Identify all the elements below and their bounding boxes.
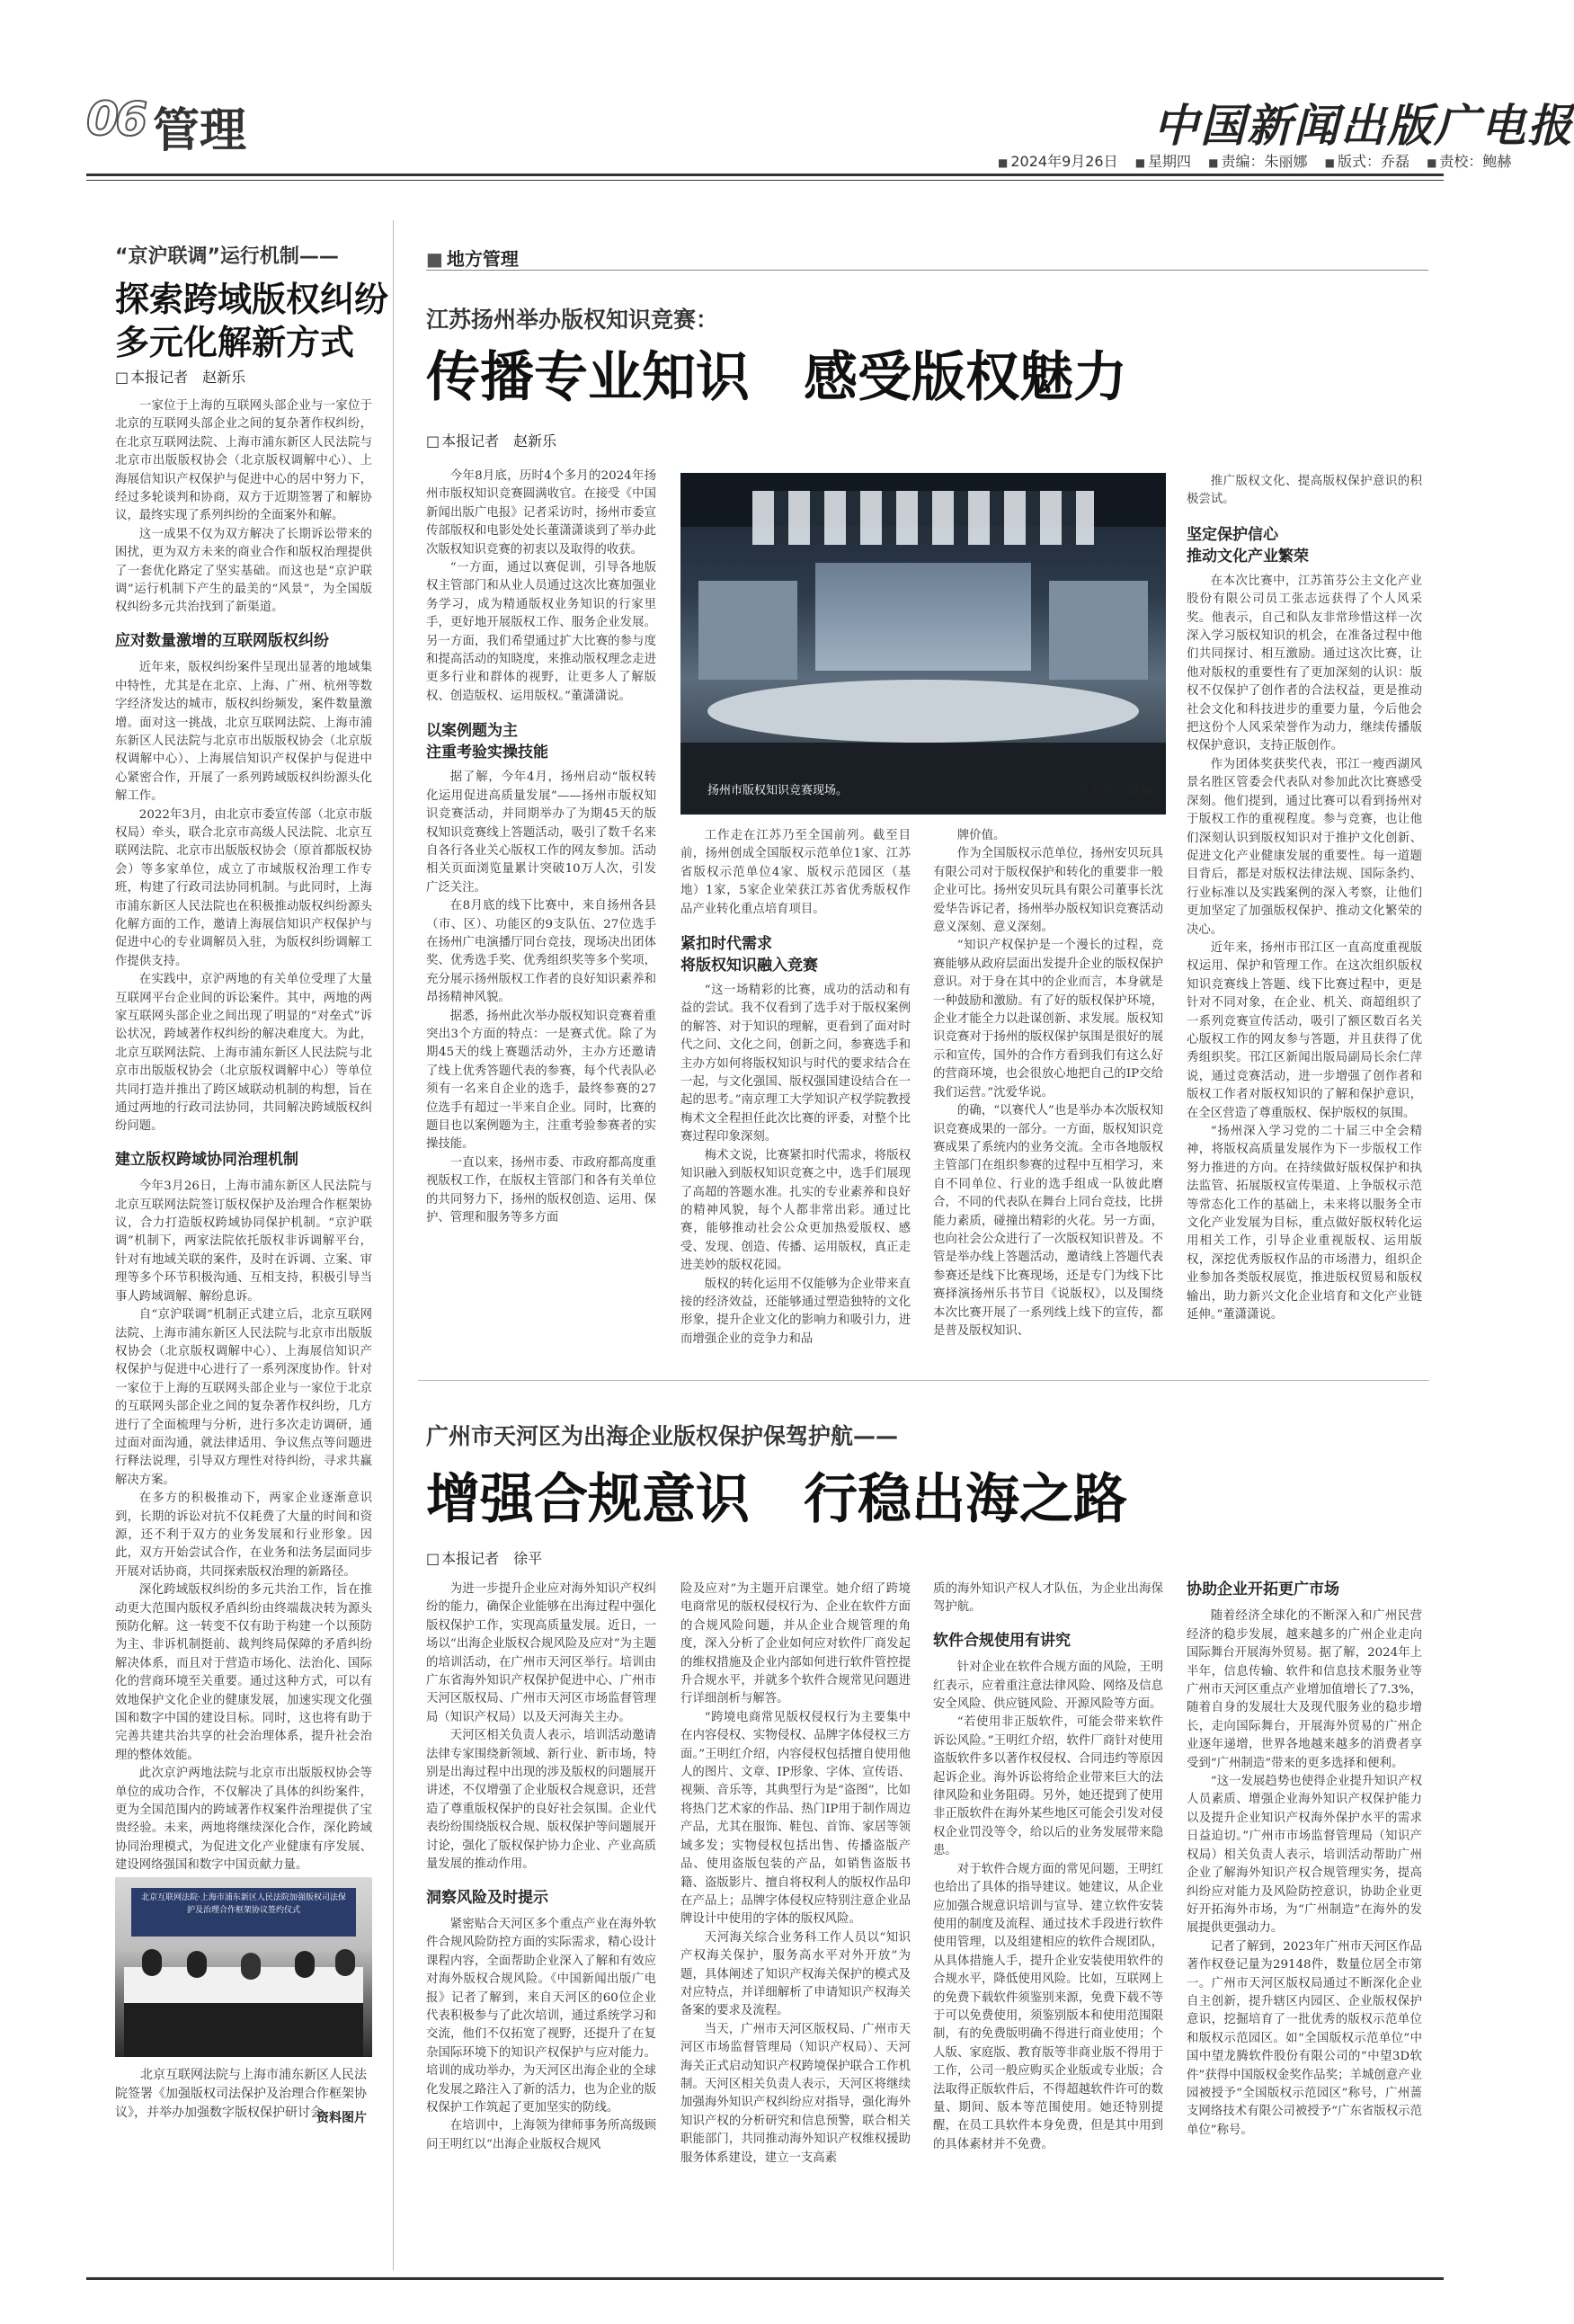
top-subhead-3: 坚定保护信心 推动文化产业繁荣 [1187,525,1309,565]
paragraph: 质的海外知识产权人才队伍，为企业出海保驾护航。 [933,1582,1163,1615]
column-divider [393,220,394,2270]
paragraph: “这一发展趋势也使得企业提升知识产权人员素质、增强企业海外知识产权保护能力以及提升企业知识产权海外保护水平的需求日益迫切。”广州市市场监督管理局（知识产权局）相关负责人表示，培训活动帮助广州企业了解海外知识产权合规管理实务，提高纠纷应对能力及风险防控意识，协助企业更好开拓海外市场，为“广州制造”在海外的发展提供更强动力。 [1187,1775,1422,1936]
paragraph: 这一成果不仅为双方解决了长期诉讼带来的困扰，更为双方未来的商业合作和版权治理提供了一套优化路定了坚实基础。而这也是“京沪联调”运行机制下产生的最美的“风景”，为全国版权纠纷多元共治找到了新渠道。 [115,527,372,615]
tag-rule [426,270,1428,271]
top-photo [680,473,1166,815]
issue-weekday: ■ 星期四 [1135,153,1191,170]
header-rule-thin [86,180,1444,181]
paragraph: 版权的转化运用不仅能够为企业带来直接的经济效益，还能够通过塑造独特的文化形象，提升企业文化的影响力和吸引力，进而增强企业的竞争力和品 [680,1277,911,1346]
left-subhead-2: 建立版权跨域协同治理机制 [115,1150,298,1169]
bottom-subhead-3: 协助企业开拓更广市场 [1187,1580,1339,1598]
paragraph: 随着经济全球化的不断深入和广州民营经济的稳步发展，越来越多的广州企业走向国际舞台开展海外贸易。据了解，2024年上半年，信息传输、软件和信息技术服务业等广州市天河区重点产业增加值增长了7.3%，随着自身的发展壮大及现代服务业的稳步增长，走向国际舞台，开展海外贸易的广州企业逐年递增，世界各地越来越多的消费者享受到“广州制造”带来的更多选择和便利。 [1187,1609,1422,1770]
paragraph: 在培训中，上海领为律师事务所高级顾问王明红以“出海企业版权合规风 [426,2119,656,2151]
page-number: 06 [86,93,145,147]
top-photo-credit: 主办方 供图 [1077,785,1152,799]
masthead: 中国新闻出版广电报 [1153,99,1574,152]
paragraph: 的确，“以赛代人”也是举办本次版权知识竞赛成果的一部分。一方面，版权知识竞赛成果了系统内的业务交流。全市各地版权主管部门在组织参赛的过程中互相学习，来自不同单位、行业的选手组成一队彼此磨合，不同的代表队在舞台上同台竞技，比拼能力素质，碰撞出精彩的火花。另一方面，也向社会公众进行了一次版权知识普及。不管是举办线上答题活动，邀请线上答题代表参赛还是线下比赛现场，还是专门为线下比赛择演扬州乐书节目《说版权》，以及围绕本次比赛开展了一系列线上线下的宣传，都是普及版权知识、 [933,1104,1163,1338]
header-rule [86,174,1444,176]
paragraph: “这一场精彩的比赛，成功的活动和有益的尝试。我不仅看到了选手对于版权案例的解答、对于知识的理解，更看到了面对时代之问、文化之问，创新之问，参赛选手和主办方如何将版权知识与时代的要求结合在一起，与文化强国、版权强国建设结合在一起的思考。”南京理工大学知识产权学院教授梅术文全程担任此次比赛的评委，对整个比赛过程印象深刻。 [680,984,911,1144]
issue-date: ■ 2024年9月26日 [998,153,1118,170]
issue-info [998,150,1524,171]
left-kicker: “京沪联调”运行机制—— [115,245,339,268]
bottom-subhead-1: 洞察风险及时提示 [426,1888,548,1907]
paragraph: 在8月底的线下比赛中，来自扬州各县（市、区）、功能区的9支队伍、27位选手在扬州广电演播厅同台竞技，现场决出团体奖、优秀选手奖、优秀组织奖等多个奖项，充分展示扬州版权工作者的良好知识素养和昂扬精神风貌。 [426,899,656,1005]
bottom-col-3 [933,1580,1163,2264]
left-photo-credit: 资料图片 [316,2111,367,2125]
photo-banner-text: 北京互联网法院·上海市浦东新区人民法院加强版权司法保护及治理合作框架协议签约仪式 [141,1893,346,1915]
left-photo [115,1877,372,2057]
paragraph: 工作走在江苏乃至全国前列。截至目前，扬州创成全国版权示范单位1家、江苏省版权示范单位4家、版权示范园区（基地）1家，5家企业荣获江苏省优秀版权作品产业转化重点培育项目。 [680,829,911,916]
left-byline: □ 本报记者 赵新乐 [115,366,245,387]
paragraph: 险及应对”为主题开启课堂。她介绍了跨境电商常见的版权侵权行为、企业在软件方面的合规风险问题，并从企业合规管理的角度，深入分析了企业如何应对软件厂商发起的维权措施及企业内部如何进行软件管控提升合规水平，并就多个软件合规常见问题进行详细剖析与解答。 [680,1582,911,1706]
left-title-line1: 探索跨域版权纠纷 [115,279,389,319]
paragraph: 记者了解到，2023年广州市天河区作品著作权登记量为29148件，数量位居全市第一。广州市天河区版权局通过不断深化企业自主创新，提升辖区内园区、企业版权保护意识，挖掘培育了一批优秀的版权示范单位和版权示范园区。如“全国版权示范单位”中国中望龙腾软件股份有限公司的“中望3D软件”获得中国版权金奖作品奖；羊城创意产业园被授予“全国版权示范园区”称号，广州蔷支网络技术有限公司被授予“广东省版权示范单位”称号。 [1187,1939,1422,2137]
top-subhead-2: 紧扣时代需求 将版权知识融入竞赛 [680,935,818,975]
top-title: 传播专业知识 感受版权魅力 [426,346,1127,409]
paragraph: “扬州深入学习党的二十届三中全会精神，将版权高质量发展作为下一步版权工作努力推进的方向。在持续做好版权保护和执法监管、拓展版权宣传渠道、上争版权示范等常态化工作的基础上，未来将以服务全市文化产业发展为目标，重点做好版权转化运用相关工作，引导企业重视版权、运用版权，深挖优秀版权作品的市场潜力，组织企业参加各类版权展览，推进版权贸易和版权输出，助力新兴文化企业培育和文化产业链延伸。”董潇潇说。 [1187,1125,1422,1322]
paragraph: 2022年3月，由北京市委宣传部（北京市版权局）牵头，联合北京市高级人民法院、北京互联网法院、北京市出版版权协会（原首都版权协会）等多家单位，成立了市域版权治理工作专班，构建了行政司法协同机制。与此同时，上海市浦东新区人民法院也在积极推动版权纠纷源头化解方面的工作，邀请上海展信知识产权保护与促进中心的专业调解员入驻，为版权纠纷调解工作提供支持。 [115,807,372,968]
paragraph: 一直以来，扬州市委、市政府都高度重视版权工作，在版权主管部门和各有关单位的共同努力下，扬州的版权创造、运用、保护、管理和服务等多方面 [426,1155,656,1225]
top-col-2 [680,827,911,1358]
paragraph: 紧密贴合天河区多个重点产业在海外软件合规风险防控方面的实际需求，精心设计课程内容，全面帮助企业深入了解和有效应对海外版权合规风险。《中国新闻出版广电报》记者了解到，来自天河区的60位企业代表积极参与了此次培训，通过系统学习和交流，他们不仅拓宽了视野，还提升了在复杂国际环境下的知识产权保护与应对能力。培训的成功举办，为天河区出海企业的全球化发展之路注入了新的活力，也为企业的版权保护工作筑起了更加坚实的防线。 [426,1917,656,2115]
paragraph: 据了解，今年4月，扬州启动“版权转化运用促进高质量发展”——扬州市版权知识竞赛活动，并同期举办了为期45天的版权知识竞赛线上答题活动，吸引了数千名来自各行各业关心版权工作的网友参加。活动相关页面浏览量累计突破10万人次，引发广泛关注。 [426,770,656,895]
left-photo-caption: 北京互联网法院与上海市浦东新区人民法院签署《加强版权司法保护及治理合作框架协议》，并举办加强数字版权保护研讨会。 [115,2068,367,2120]
paragraph: 自“京沪联调”机制正式建立后，北京互联网法院、上海市浦东新区人民法院与北京市出版版权协会（北京版权调解中心）、上海展信知识产权保护与促进中心进行了一系列深度协作。针对一家位于上海的互联网头部企业与一家位于北京的互联网头部企业之间的复杂著作权纠纷，几方进行了全面梳理与分析，进行多次走访调研，通过面对面沟通，就法律适用、争议焦点等问题进行释法说理，引导双方理性对待纠纷，寻求共赢解决方案。 [115,1308,372,1487]
paragraph: 近年来，版权纠纷案件呈现出显著的地域集中特性，尤其是在北京、上海、广州、杭州等数字经济发达的城市，版权纠纷频发，案件数量激增。面对这一挑战，北京互联网法院、上海市浦东新区人民法院与北京市出版版权协会（北京版权调解中心）、上海展信知识产权保护与促进中心紧密合作，开展了一系列跨域版权纠纷源头化解工作。 [115,661,372,804]
paragraph: 当天，广州市天河区版权局、广州市天河区市场监督管理局（知识产权局）、天河海关正式启动知识产权跨境保护联合工作机制。天河区相关负责人表示，天河区将继续加强海外知识产权纠纷应对指导，强化海外知识产权的分析研究和信息预警，联合相关职能部门，共同推动海外知识产权维权援助服务体系建设，建立一支高素 [680,2022,911,2165]
paragraph: 对于软件合规方面的常见问题，王明红也给出了具体的指导建议。她建议，从企业应加强合规意识培训与宣导、建立软件安装使用的制度及流程、通过技术手段进行软件使用管理，以及组建相应的软件合规团队，从具体措施人手，提升企业安装使用软件的合规水平，降低使用风险。比如，互联网上的免费下载软件须鉴别来源，免费下载不等于可以免费使用，须鉴别版本和使用范围限制，有的免费版明确不得进行商业使用；个人版、家庭版、教育版等非商业版不得用于工作，公司一般应购买企业版或专业版；合法取得正版软件后，不得超越软件许可的数量、期间、版本等范围使用。她还特别提醒，在员工具软件本身免费，但是其中用到的具体素材并不免费。 [933,1862,1163,2151]
paragraph: 梅术文说，比赛紧扣时代需求，将版权知识融入到版权知识竞赛之中，选手们展现了高超的答题水准。扎实的专业素养和良好的精神风貌，每个人都非常出彩。通过比赛，能够推动社会公众更加热爱版权、感受、发现、创造、传播、运用版权，真正走进美妙的版权花园。 [680,1148,911,1273]
top-col-4 [1187,473,1422,1358]
paragraph: 据悉，扬州此次举办版权知识竞赛着重突出3个方面的特点：一是赛式优。除了为期45天的线上赛题活动外，主办方还邀请了线上优秀答题代表的参赛，每个代表队必须有一名来自企业的选手，最终参赛的27位选手有超过一半来自企业。同时，比赛的题目也以案例题为主，注重考验参赛者的实操技能。 [426,1009,656,1152]
bottom-byline: □ 本报记者 徐平 [426,1547,542,1568]
left-subhead-1: 应对数量激增的互联网版权纠纷 [115,631,329,650]
paragraph: 天河海关综合业务科工作人员以“知识产权海关保护，服务高水平对外开放”为题，具体阐述了知识产权海关保护的模式及对应特点，并详细解析了申请知识产权海关备案的要求及流程。 [680,1930,911,2018]
paragraph: 今年3月26日，上海市浦东新区人民法院与北京互联网法院签订版权保护及治理合作框架协议，合力打造版权跨域协同保护机制。“京沪联调”机制下，两家法院依托版权非诉调解平台，针对有地域关联的案件，及时在诉调、立案、审理等多个环节积极沟通、互相支持，积极引导当事人跨域调解、解纷息诉。 [115,1180,372,1304]
footer-rule [86,2277,1444,2280]
bottom-subhead-2: 软件合规使用有讲究 [933,1631,1071,1650]
section-name: 管理 [153,104,247,158]
paragraph: 作为全国版权示范单位，扬州安贝玩具有限公司对于版权保护和转化的重要非一般企业可比。扬州安贝玩具有限公司董事长沈爱华告诉记者，扬州举办版权知识竞赛活动意义深刻、意义深刻。 [933,847,1163,935]
paragraph: 此次京沪两地法院与北京市出版版权协会等单位的成功合作，不仅解决了具体的纠纷案件，更为全国范围内的跨域著作权案件治理提供了宝贵经验。未来，两地将继续深化合作，深化跨域协同治理模式，为促进文化产业健康有序发展、建设网络强国和数字中国贡献力量。 [115,1767,372,1873]
left-title-line2: 多元化解新方式 [115,322,355,362]
paragraph: “跨境电商常见版权侵权行为主要集中在内容侵权、实物侵权、品牌字体侵权三方面。”王明红介绍，内容侵权包括擅自使用他人的图片、文章、IP形象、字体、宣传语、视频、音乐等，其典型行为是“盗图”，比如将热门艺术家的作品、热门IP用于制作周边产品，尤其在服饰、鞋包、首饰、家居等领域多发；实物侵权包括出售、传播盗版产品、使用盗版包装的产品，如销售盗版书籍、盗版影片、擅自将权利人的版权作品印在产品上；品牌字体侵权应特别注意企业品牌设计中使用的字体的版权风险。 [680,1710,911,1927]
top-col-1 [426,467,656,1358]
top-kicker: 江苏扬州举办版权知识竞赛： [426,307,719,333]
paragraph: 一家位于上海的互联网头部企业与一家位于北京的互联网头部企业之间的复杂著作权纠纷，在北京互联网法院、上海市浦东新区人民法院与北京市出版版权协会（北京版权调解中心）、上海展信知识产权保护与促进中心的居中努力下，经过多轮谈判和协商，双方于近期签署了和解协议，最终实现了系列纠纷的全面案外和解。 [115,399,372,523]
bottom-col-4 [1187,1580,1422,2264]
left-article-body [115,397,372,1873]
top-subhead-1: 以案例题为主 注重考验实操技能 [426,722,548,762]
paragraph: 针对企业在软件合规方面的风险，王明红表示，应着重注意法律风险、网络及信息安全风险、供应链风险、开源风险等方面。 [933,1661,1163,1712]
paragraph: “知识产权保护是一个漫长的过程，竞赛能够从政府层面出发提升企业的版权保护意识。对于身在其中的企业而言，本身就是一种鼓励和激励。有了好的版权保护环境，企业才能全力以赴谋创新、求发展。版权知识竞赛对于扬州的版权保护氛围是很好的展示和宣传，国外的合作方看到我们有这么好的营商环境，也会很放心地把自己的IP交给我们运营。”沈爱华说。 [933,939,1163,1100]
paragraph: 近年来，扬州市邗江区一直高度重视版权运用、保护和管理工作。在这次组织版权知识竞赛线上答题、线下比赛过程中，更是针对不同对象，在企业、机关、商超组织了一系列竞赛宣传活动，吸引了额区数百名关心版权工作的网友参与答题，并且获得了优秀组织奖。邗江区新闻出版局副局长余仁萍说，通过竞赛活动，进一步增强了创作者和版权工作者对版权知识的了解和保护意识，在全区营造了尊重版权、保护版权的氛围。 [1187,940,1422,1120]
editor: ■ 责编：朱丽娜 [1208,153,1307,170]
paragraph: 牌价值。 [956,829,1006,842]
paragraph: 今年8月底，历时4个多月的2024年扬州市版权知识竞赛圆满收官。在接受《中国新闻出版广电报》记者采访时，扬州市委宣传部版权和电影处处长董潇潇谈到了举办此次版权知识竞赛的初衷以及取得的收获。 [426,469,656,557]
paragraph: 在多方的积极推动下，两家企业逐渐意识到，长期的诉讼对抗不仅耗费了大量的时间和资源，还不利于双方的业务发展和行业形象。因此，双方开始尝试合作，在业务和法务层面同步开展对话协商，共同探索版权治理的新路径。 [115,1491,372,1579]
paragraph: “若使用非正版软件，可能会带来软件诉讼风险。”王明红介绍，软件厂商针对使用盗版软件多以著作权侵权、合同违约等原因起诉企业。海外诉讼将给企业带来巨大的法律风险和业务阻碍。另外，她还提到了使用非正版软件在海外某些地区可能会引发对侵权企业罚没等令，给以后的业务发展带来隐患。 [933,1715,1163,1858]
top-col-3 [933,827,1163,1358]
bottom-col-1 [426,1580,656,2264]
paragraph: 作为团体奖获奖代表，邗江一瘦西湖风景名胜区管委会代表队对参加此次比赛感受深刻。他们提到，通过比赛可以看到扬州对于版权工作的重视程度。参与竞赛，也让他们深刻认识到版权知识对于推护文化创新、促进文化产业健康发展的重要性。每一道题目背后，都是对版权法律法规、国际条约、行业标准以及实践案例的深入考察，让他们更加坚定了加强版权保护、推动文化繁荣的决心。 [1187,757,1422,937]
bottom-title: 增强合规意识 行稳出海之路 [426,1468,1127,1531]
bottom-col-2 [680,1580,911,2264]
paragraph: 推广版权文化、提高版权保护意识的积极尝试。 [1187,475,1422,507]
paragraph: 在实践中，京沪两地的有关单位受理了大量互联网平台企业间的诉讼案件。其中，两地的两家互联网头部企业之间出现了明显的“对垒式”诉讼状况，跨域著作权纠纷的解决难度大。为此，北京互联网法院、上海市浦东新区人民法院与北京市出版版权协会（北京版权调解中心）等单位共同打造并推出了跨区域联动机制的构想，旨在通过两地的行政司法协同，共同解决跨域版权纠纷问题。 [115,973,372,1134]
section-tag: ■ 地方管理 [426,245,519,271]
top-byline: □ 本报记者 赵新乐 [426,430,556,450]
paragraph: 深化跨域版权纠纷的多元共治工作，旨在推动更大范围内版权矛盾纠纷由终端裁决转为源头预防化解。这一转变不仅有助于构建一个以预防为主、非诉机制挺前、裁判终局保障的矛盾纠纷解决体系，而且对于营造市场化、法治化、国际化的营商环境至关重要。通过这种方式，可以有效地保护文化企业的健康发展，加速实现文化强国和数字中国的建设目标。同时，这也将有助于完善共建共治共享的社会治理体系，提升社会治理的整体效能。 [115,1583,372,1762]
paragraph: 在本次比赛中，江苏笛芬公主文化产业股份有限公司员工张志远获得了个人风采奖。他表示，自己和队友非常珍惜这样一次深入学习版权知识的机会，在准备过程中他们共同探讨、相互激励。通过这次比赛，让他对版权的重要性有了更加深刻的认识：版权不仅保护了创作者的合法权益，更是推动社会文化和科技进步的重要力量，今后他会把这份个人风采荣誉作为动力，继续传播版权保护意识，支持正版创作。 [1187,574,1422,753]
top-photo-caption: 扬州市版权知识竞赛现场。 [707,784,849,797]
paragraph: 天河区相关负责人表示，培训活动邀请法律专家围绕新领域、新行业、新市场，特别是出海过程中出现的涉及版权的问题展开讲述，不仅增强了企业版权合规意识，还营造了尊重版权保护的良好社会氛围。企业代表纷纷围绕版权合规、版权保护等问题展开讨论，强化了版权保护协力企业、产业高质量发展的推动作用。 [426,1729,656,1872]
layout-editor: ■ 版式：乔磊 [1325,153,1409,170]
bottom-kicker: 广州市天河区为出海企业版权保护保驾护航—— [426,1423,899,1449]
article-divider [418,1380,1429,1381]
proofreader: ■ 责校：鲍赫 [1427,153,1511,170]
paragraph: 为进一步提升企业应对海外知识产权纠纷的能力，确保企业能够在出海过程中强化版权保护工作，实现高质量发展。近日，一场以“出海企业版权合规风险及应对”为主题的培训活动，在广州市天河区举行。培训由广东省海外知识产权保护促进中心、广州市天河区版权局、广州市天河区市场监督管理局（知识产权局）以及天河海关主办。 [426,1582,656,1724]
paragraph: “一方面，通过以赛促训，引导各地版权主管部门和从业人员通过这次比赛加强业务学习，成为精通版权业务知识的行家里手，更好地开展版权工作、服务企业发展。另一方面，我们希望通过扩大比赛的参与度和提高活动的知晓度，来推动版权理念走进更多行业和群体的视野，让更多人了解版权、创造版权、运用版权。”董潇潇说。 [426,561,656,703]
